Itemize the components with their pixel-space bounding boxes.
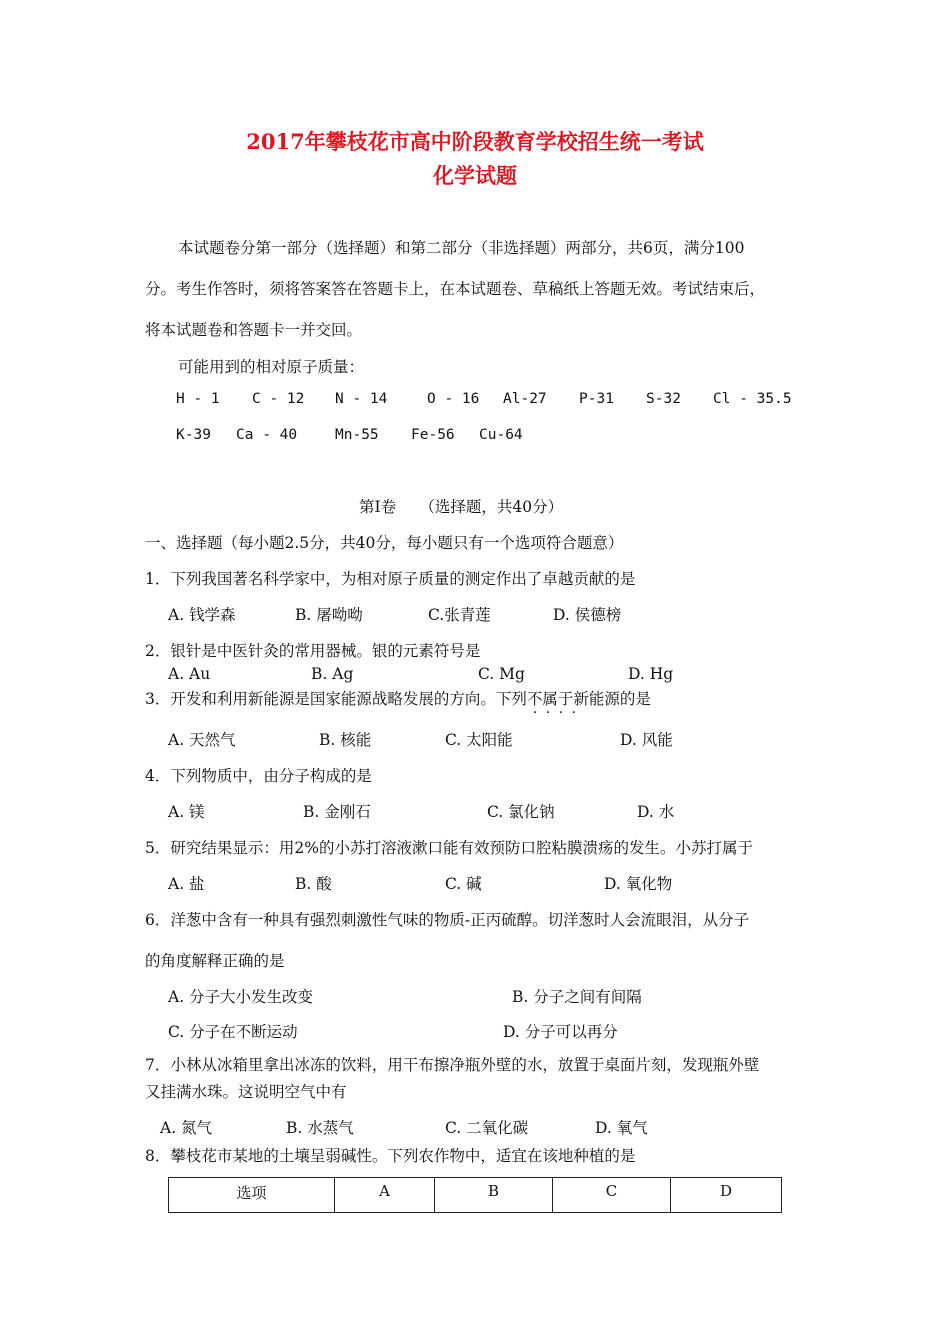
- q2-option-d: D. Hg: [628, 665, 674, 683]
- q1-option-c: C.张青莲: [428, 606, 491, 624]
- atomic-mass-fe: Fe-56: [411, 427, 455, 443]
- table-header-cell: B: [435, 1178, 553, 1213]
- atomic-mass-cl: Cl - 35.5: [713, 391, 792, 407]
- q5-option-d: D. 氧化物: [604, 875, 673, 893]
- atomic-mass-c: C - 12: [252, 391, 305, 407]
- atomic-mass-al: Al-27: [503, 391, 547, 407]
- q5-stem: 5．研究结果显示：用2%的小苏打溶液漱口能有效预防口腔粘膜溃疡的发生。小苏打属于: [145, 839, 753, 857]
- q2-option-c: C. Mg: [478, 665, 525, 683]
- q6-stem-line-2: 的角度解释正确的是: [145, 952, 285, 970]
- atomic-mass-o: O - 16: [427, 391, 480, 407]
- q3-stem-emphasis: 不属于 · · · ·: [527, 690, 574, 708]
- atomic-mass-n: N - 14: [335, 391, 388, 407]
- q8-stem: 8．攀枝花市某地的土壤呈弱碱性。下列农作物中，适宜在该地种植的是: [145, 1147, 636, 1165]
- intro-line-1: 本试题卷分第一部分（选择题）和第二部分（非选择题）两部分，共6页，满分100: [178, 239, 745, 257]
- atomic-mass-k: K-39: [176, 427, 211, 443]
- q3-option-a: A. 天然气: [168, 731, 236, 749]
- q5-option-c: C. 碱: [445, 875, 482, 893]
- q5-option-b: B. 酸: [295, 875, 332, 893]
- q6-stem-line-1: 6．洋葱中含有一种具有强烈刺激性气味的物质-正丙硫醇。切洋葱时人会流眼泪，从分子: [145, 911, 750, 929]
- intro-line-3: 将本试题卷和答题卡一并交回。: [145, 321, 363, 339]
- q7-stem-line-1: 7．小林从冰箱里拿出冰冻的饮料，用干布擦净瓶外壁的水，放置于桌面片刻，发现瓶外壁: [145, 1056, 760, 1074]
- q4-option-a: A. 镁: [168, 803, 205, 821]
- q1-stem: 1．下列我国著名科学家中，为相对原子质量的测定作出了卓越贡献的是: [145, 570, 636, 588]
- q4-option-c: C. 氯化钠: [487, 803, 555, 821]
- atomic-mass-cu: Cu-64: [479, 427, 523, 443]
- atomic-mass-label: 可能用到的相对原子质量：: [178, 358, 365, 376]
- exam-title: 2017年攀枝花市高中阶段教育学校招生统一考试: [246, 129, 704, 154]
- table-header-cell: 选项: [169, 1178, 335, 1213]
- q3-option-b: B. 核能: [319, 731, 372, 749]
- q3-option-d: D. 风能: [620, 731, 673, 749]
- intro-line-2: 分。考生作答时，须将答案答在答题卡上，在本试题卷、草稿纸上答题无效。考试结束后，: [145, 280, 766, 298]
- q7-option-b: B. 水蒸气: [286, 1119, 354, 1137]
- q3-stem-part-1: 3．开发和利用新能源是国家能源战略发展的方向。下列: [145, 690, 527, 708]
- q3-stem: [145, 687, 651, 709]
- q5-option-a: A. 盐: [168, 875, 205, 893]
- atomic-mass-s: S-32: [646, 391, 681, 407]
- atomic-mass-h: H - 1: [176, 391, 220, 407]
- q7-stem-line-2: 又挂满水珠。这说明空气中有: [145, 1083, 347, 1101]
- q1-option-b: B. 屠呦呦: [295, 606, 363, 624]
- q3-stem-part-3: 新能源的是: [573, 690, 651, 708]
- atomic-mass-mn: Mn-55: [335, 427, 379, 443]
- q1-option-a: A. 钱学森: [168, 606, 236, 624]
- table-row: [169, 1178, 782, 1213]
- table-header-cell: A: [335, 1178, 435, 1213]
- q4-option-d: D. 水: [637, 803, 675, 821]
- q6-option-a: A. 分子大小发生改变: [168, 988, 314, 1006]
- atomic-mass-ca: Ca - 40: [236, 427, 298, 443]
- atomic-mass-p: P-31: [579, 391, 614, 407]
- q7-option-c: C. 二氧化碳: [445, 1119, 529, 1137]
- part-heading: 第Ⅰ卷 （选择题，共40分）: [359, 498, 564, 516]
- q6-option-d: D. 分子可以再分: [503, 1023, 618, 1041]
- q2-option-a: A. Au: [168, 665, 211, 683]
- table-header-cell: C: [553, 1178, 671, 1213]
- exam-subtitle: 化学试题: [433, 163, 517, 188]
- q6-option-c: C. 分子在不断运动: [168, 1023, 298, 1041]
- table-header-cell: D: [671, 1178, 782, 1213]
- q7-option-a: A. 氮气: [160, 1119, 213, 1137]
- q2-stem: 2．银针是中医针灸的常用器械。银的元素符号是: [145, 642, 481, 660]
- q1-option-d: D. 侯德榜: [553, 606, 622, 624]
- q8-options-table: [168, 1177, 782, 1213]
- q7-option-d: D. 氧气: [595, 1119, 648, 1137]
- q4-stem: 4．下列物质中，由分子构成的是: [145, 767, 372, 785]
- q3-option-c: C. 太阳能: [445, 731, 513, 749]
- q4-option-b: B. 金刚石: [303, 803, 371, 821]
- q6-option-b: B. 分子之间有间隔: [512, 988, 642, 1006]
- q2-option-b: B. Ag: [311, 665, 354, 683]
- section-title: 一、选择题（每小题2.5分，共40分，每小题只有一个选项符合题意）: [145, 534, 624, 552]
